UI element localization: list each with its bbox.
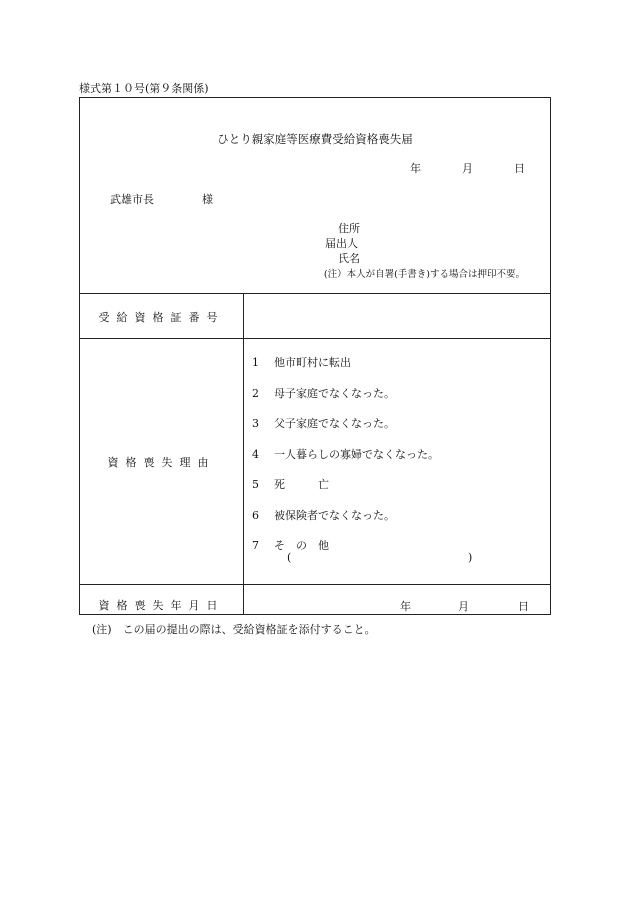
reason-number: 5	[252, 478, 259, 491]
loss-date-label: 資格喪失年月日	[98, 599, 225, 612]
certificate-number-label: 受給資格証番号	[98, 311, 225, 324]
loss-date-day-label: 日	[518, 600, 529, 613]
reason-text: 死 亡	[274, 478, 329, 491]
date-year-label: 年	[410, 162, 421, 175]
reason-number: 3	[252, 417, 259, 430]
reason-text: 被保険者でなくなった。	[274, 509, 395, 522]
reason-text: 他市町村に転出	[274, 356, 351, 369]
footer-note: (注) この届の提出の際は、受給資格証を添付すること。	[92, 623, 376, 636]
reason-text: そ の 他	[274, 539, 329, 552]
reason-number: 6	[252, 509, 259, 522]
reason-item[interactable]	[252, 476, 329, 492]
other-paren-close: )	[468, 551, 473, 564]
reason-item[interactable]	[252, 385, 395, 401]
form-table	[79, 97, 551, 615]
loss-date-month-label: 月	[458, 600, 469, 613]
loss-date-field[interactable]	[244, 585, 551, 615]
form-title: ひとり親家庭等医療費受給資格喪失届	[217, 132, 413, 146]
reason-number: 4	[252, 448, 259, 461]
date-day-label: 日	[514, 162, 525, 175]
reason-item[interactable]	[252, 354, 351, 370]
address-label: 住所	[338, 222, 360, 235]
date-month-label: 月	[462, 162, 473, 175]
recipient-name: 武雄市長	[110, 193, 154, 206]
divider	[80, 338, 550, 339]
name-label: 氏名	[338, 252, 360, 265]
reason-number: 7	[252, 539, 259, 552]
other-paren-open: (	[287, 551, 292, 564]
applicant-label: 届出人	[325, 237, 358, 250]
certificate-number-field[interactable]	[244, 294, 551, 338]
reason-text: 母子家庭でなくなった。	[274, 387, 395, 400]
reason-number: 1	[252, 356, 259, 369]
recipient-honorific: 様	[202, 193, 213, 206]
column-divider	[243, 294, 244, 614]
reason-text: 一人暮らしの寡婦でなくなった。	[274, 448, 439, 461]
other-reason-field[interactable]	[296, 550, 464, 564]
seal-note: (注）本人が自署(手書き)する場合は押印不要。	[323, 269, 525, 280]
reason-text: 父子家庭でなくなった。	[274, 417, 395, 430]
reason-item[interactable]	[252, 415, 395, 431]
reason-item[interactable]	[252, 507, 395, 523]
recipient	[110, 191, 213, 207]
loss-date-year-label: 年	[400, 600, 411, 613]
loss-reason-label: 資格喪失理由	[107, 456, 216, 469]
submission-date[interactable]	[410, 160, 525, 176]
reason-item[interactable]	[252, 446, 439, 462]
reason-number: 2	[252, 387, 259, 400]
form-number: 様式第１０号(第９条関係)	[79, 82, 209, 95]
